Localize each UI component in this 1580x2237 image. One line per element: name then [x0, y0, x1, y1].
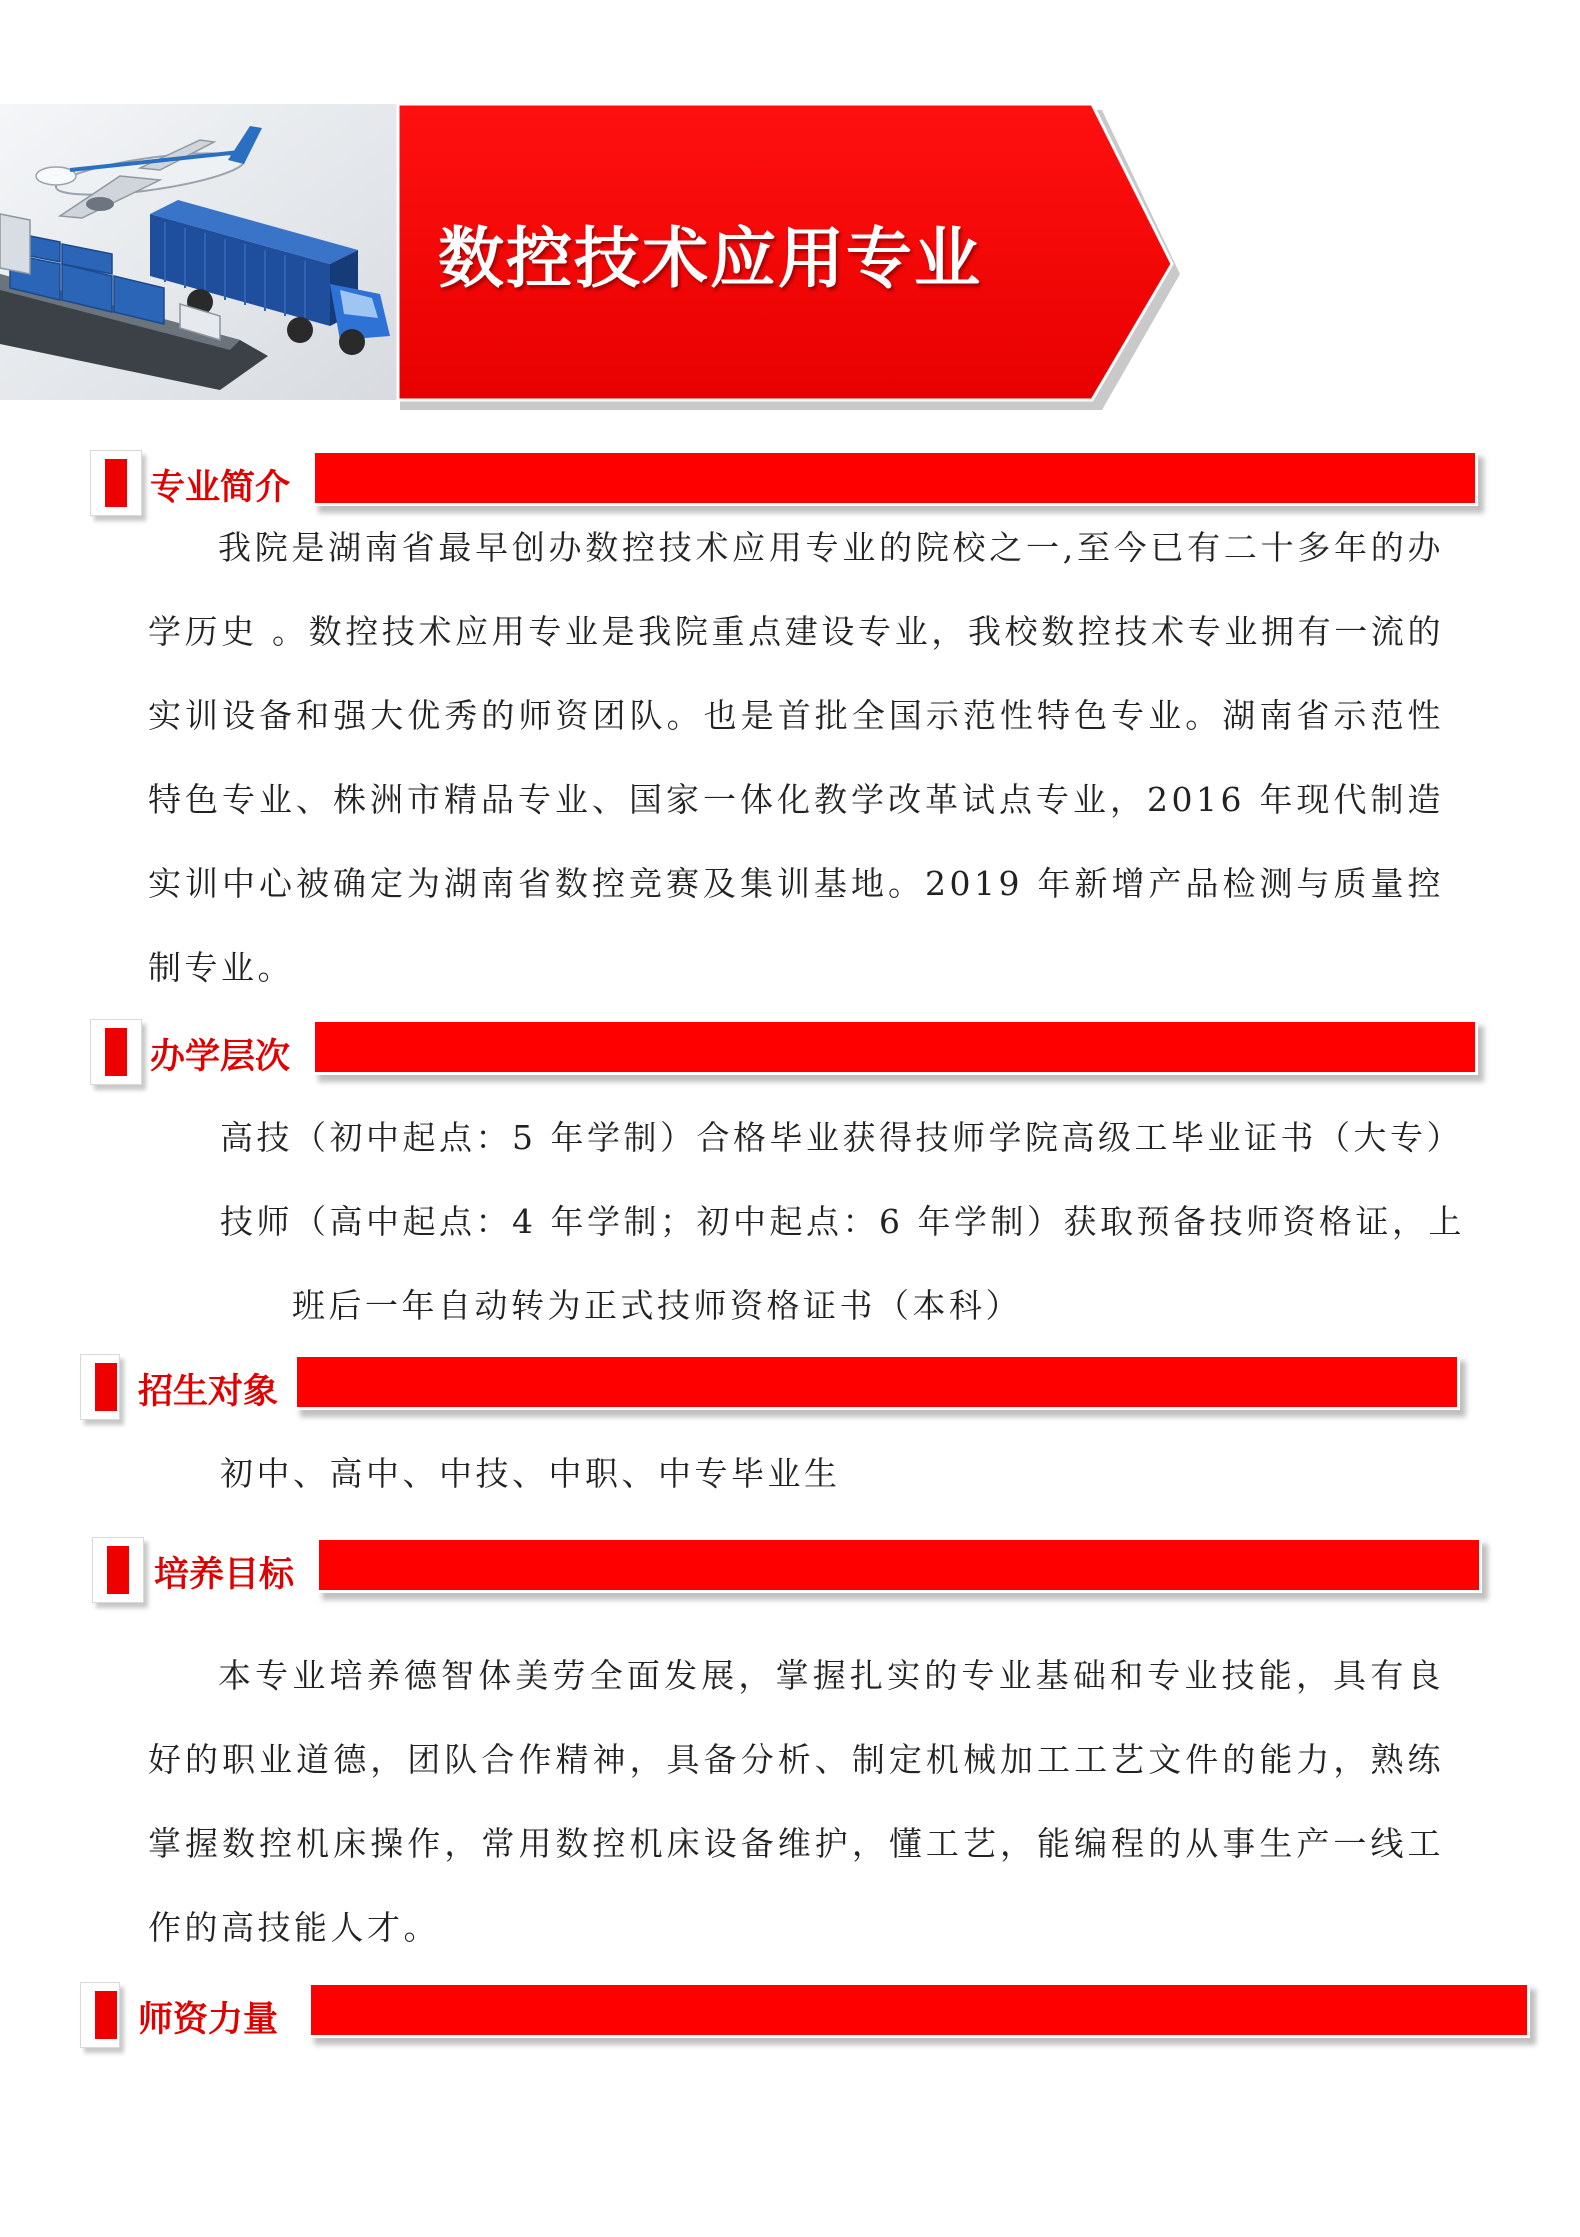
intro-paragraph: 我院是湖南省最早创办数控技术应用专业的院校之一,至今已有二十多年的办学历史 。数控技术应用专业是我院重点建设专业，我校数控技术专业拥有一流的实训设备和强大优秀的师资团队。也是首批全国示范性特色专业。湖南省示范性特色专业、株洲市精品专业、国家一体化教学改革试点专业，2016 年现代制造实训中心被确定为湖南省数控竞赛及集训基地。2019 年新增产品检测与质量控制专业。 [148, 528, 1444, 987]
section-title: 招生对象 [138, 1372, 279, 1412]
section-title: 办学层次 [150, 1037, 291, 1077]
page-title: 数控技术应用专业 [438, 220, 982, 297]
level-line: 班后一年自动转为正式技师资格证书（本科） [292, 1286, 1022, 1325]
section-marker-icon [92, 1537, 144, 1603]
level-line: 高技（初中起点：5 年学制）合格毕业获得技师学院高级工毕业证书（大专） [220, 1118, 1463, 1157]
enrollment-text: 初中、高中、中技、中职、中专毕业生 [220, 1454, 841, 1493]
level-line: 技师（高中起点：4 年学制；初中起点：6 年学制）获取预备技师资格证，上 [220, 1202, 1465, 1241]
section-header-faculty [80, 1982, 1540, 2052]
section-bar [316, 1537, 1482, 1593]
section-title: 师资力量 [138, 2000, 279, 2040]
section-header-levels [90, 1019, 1480, 1089]
section-bar [308, 1982, 1530, 2038]
section-marker-icon [90, 1019, 142, 1085]
section-title: 专业简介 [150, 468, 291, 508]
section-bar [294, 1354, 1460, 1410]
section-marker-icon [90, 450, 142, 516]
section-bar [312, 1019, 1478, 1075]
section-title: 培养目标 [154, 1555, 295, 1595]
goals-paragraph: 本专业培养德智体美劳全面发展，掌握扎实的专业基础和专业技能，具有良好的职业道德，团队合作精神，具备分析、制定机械加工工艺文件的能力，熟练掌握数控机床操作，常用数控机床设备维护，懂工艺，能编程的从事生产一线工作的高技能人才。 [148, 1656, 1444, 1947]
section-marker-icon [80, 1354, 120, 1420]
section-bar [312, 450, 1478, 506]
section-header-enrollment [80, 1354, 1470, 1424]
section-header-goals [92, 1537, 1492, 1607]
section-marker-icon [80, 1982, 120, 2048]
